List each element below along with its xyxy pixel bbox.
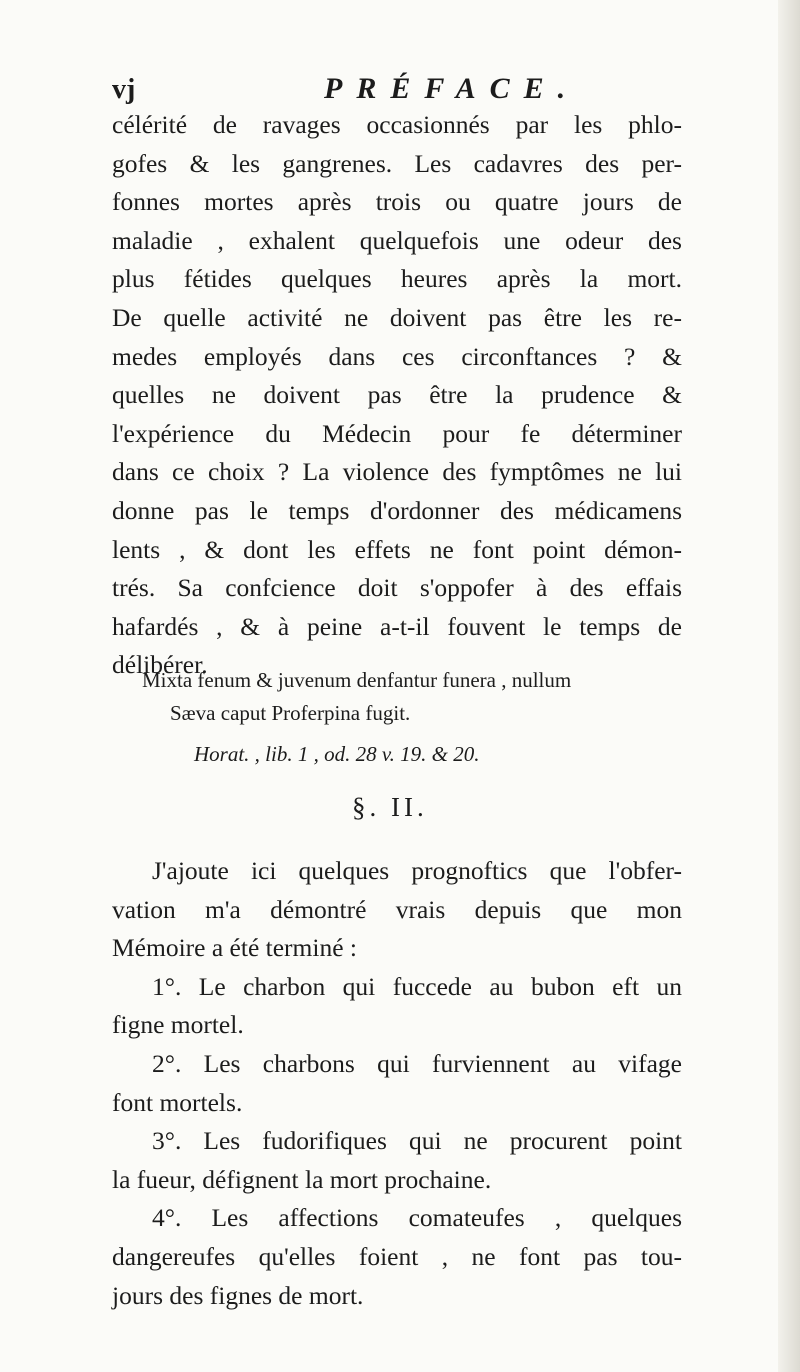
- text-line: célérité de ravages occasionnés par les phlo-: [112, 110, 682, 139]
- running-title: PRÉFACE.: [324, 72, 580, 105]
- list-item-line: 1°. Le charbon qui fuccede au bubon eft un: [152, 971, 682, 1001]
- quote-line: Sæva caput Proferpina fugit.: [170, 701, 411, 725]
- text-line: dans ce choix ? La violence des fymptômes ne lui: [112, 457, 682, 487]
- text-line: donne pas le temps d'ordonner des médicamens: [112, 495, 682, 525]
- text-line: l'expérience du Médecin pour fe déterminer: [112, 418, 682, 448]
- list-item-line: jours des fignes de mort.: [112, 1280, 364, 1310]
- list-item-line: 3°. Les fudorifiques qui ne procurent point: [152, 1126, 682, 1156]
- list-item-line: figne mortel.: [112, 1010, 244, 1040]
- text-line: plus fétides quelques heures après la mort.: [112, 264, 682, 294]
- text-line: hafardés , & à peine a-t-il fouvent le temps de: [112, 611, 682, 641]
- quote-citation: Horat. , lib. 1 , od. 28 v. 19. & 20.: [194, 742, 480, 766]
- list-item-line: 4°. Les affections comateufes , quelques: [152, 1203, 682, 1233]
- list-item-line: font mortels.: [112, 1087, 243, 1117]
- text-line: fonnes mortes après trois ou quatre jours de: [112, 187, 682, 217]
- text-line: maladie , exhalent quelquefois une odeur des: [112, 225, 682, 255]
- text-line: Mémoire a été terminé :: [112, 933, 357, 963]
- text-line: quelles ne doivent pas être la prudence &: [112, 380, 682, 410]
- paragraph-1: [112, 106, 682, 685]
- text-line: medes employés dans ces circonftances ? &: [112, 341, 682, 371]
- latin-quote: [142, 664, 682, 730]
- list-item-line: la fueur, défignent la mort prochaine.: [112, 1164, 492, 1194]
- text-line: J'ajoute ici quelques prognoftics que l'obfer-: [152, 856, 682, 885]
- text-line: gofes & les gangrenes. Les cadavres des per-: [112, 148, 682, 178]
- text-line: trés. Sa confcience doit s'oppofer à des effais: [112, 573, 682, 603]
- page-edge: [778, 0, 800, 1372]
- text-line: vation m'a démontré vrais depuis que mon: [112, 894, 682, 924]
- list-item-line: 2°. Les charbons qui furviennent au vifage: [152, 1048, 682, 1078]
- text-line: délibérer.: [112, 650, 208, 680]
- text-line: De quelle activité ne doivent pas être les re-: [112, 302, 682, 332]
- quote-line: Mixta fenum & juvenum denfantur funera , nullum: [142, 668, 572, 692]
- page-number: vj: [112, 74, 136, 105]
- paragraph-2: [112, 852, 682, 1315]
- list-item-line: dangereufes qu'elles foient , ne font pas tou-: [112, 1241, 682, 1271]
- text-line: lents , & dont les effets ne font point démon-: [112, 534, 682, 564]
- section-heading: §. II.: [352, 792, 428, 822]
